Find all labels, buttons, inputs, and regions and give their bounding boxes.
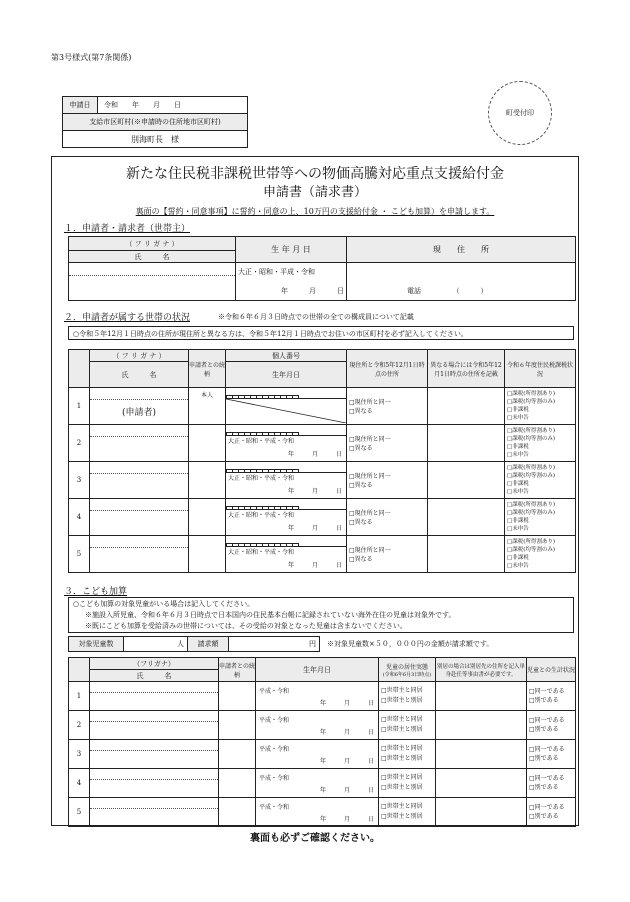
tax-status-field [505, 499, 576, 536]
household-ymd: 年 月 日 [287, 562, 342, 569]
member-name-field[interactable] [90, 499, 189, 536]
applicant-furigana-header: （ フ リ ガ ナ ） [69, 237, 236, 251]
amount-label: 請求額 [188, 637, 229, 652]
child-livelihood-field [527, 740, 576, 769]
child-birth-field[interactable] [256, 769, 379, 798]
household-row [69, 536, 576, 573]
same-livelihood-option[interactable]: □同一である [529, 804, 565, 811]
row-number: 5 [69, 536, 90, 573]
address-status-field[interactable] [347, 499, 428, 536]
child-relation-field[interactable] [219, 798, 256, 827]
relation-self: 本人 [200, 392, 213, 399]
child-ymd: 年 月 日 [319, 757, 374, 765]
applicant-era-options: 大正・昭和・平成・令和 [238, 268, 315, 276]
member-birth-field[interactable] [226, 388, 347, 425]
personal-number-boxes [226, 388, 346, 399]
child-livelihood-header: 児童との生計状況 [527, 658, 576, 682]
tax-status-option[interactable]: □課税(所得割あり) [507, 502, 555, 508]
lives-with-head-option[interactable]: □世帯主と同居 [381, 745, 423, 752]
member-relation-field[interactable] [189, 499, 226, 536]
reception-stamp-circle [488, 81, 552, 145]
application-date-field[interactable]: 令和 年 月 日 [98, 97, 248, 114]
child-relation-field[interactable] [219, 769, 256, 798]
child-table [68, 657, 576, 827]
application-header-box [62, 96, 248, 148]
child-row [69, 682, 576, 711]
applicant-name-header: 氏 名 [69, 251, 236, 263]
tax-status-option[interactable]: □非課税 [507, 444, 529, 450]
applicant-address-header: 現 住 所 [347, 237, 576, 263]
child-count-unit: 人 [177, 640, 184, 648]
child-ymd: 年 月 日 [319, 728, 374, 736]
separate-livelihood-option[interactable]: □別である [529, 697, 559, 704]
same-livelihood-option[interactable]: □同一である [529, 688, 565, 695]
personal-number-boxes [226, 462, 346, 473]
tax-status-option[interactable]: □非課税 [507, 407, 529, 413]
member-relation-field[interactable] [189, 462, 226, 499]
child-ymd: 年 月 日 [319, 786, 374, 794]
tax-status-field [505, 462, 576, 499]
personal-number-boxes [226, 536, 346, 547]
section2-instruction: ○令和５年12月１日時点の住所が現住所と異なる方は、令和５年12月１日時点でお住いの市区町村を必ず記入してください。 [68, 326, 574, 340]
child-name-field[interactable] [90, 682, 219, 711]
member-birth-field[interactable] [226, 499, 347, 536]
tax-status-option[interactable]: □未申告 [507, 563, 529, 569]
household-row [69, 388, 576, 425]
child-relation-header: 申請者との続柄 [219, 658, 256, 682]
row-number: 3 [69, 740, 90, 769]
child-furigana-header: （フリガナ） [90, 658, 219, 670]
footer-note: 裏面も必ずご確認ください。 [250, 833, 380, 844]
child-furigana-field[interactable] [90, 711, 218, 722]
application-date-label: 申請日 [63, 97, 98, 114]
child-row [69, 711, 576, 740]
addressee: 別海町長 様 [63, 131, 248, 148]
child-residence-field [379, 740, 436, 769]
child-era-options: 平成・令和 [259, 803, 290, 811]
child-row [69, 769, 576, 798]
applicant-table [68, 236, 576, 301]
tax-status-option[interactable]: □未申告 [507, 415, 529, 421]
member-furigana-field[interactable] [90, 425, 188, 437]
child-name-field[interactable] [90, 711, 219, 740]
lives-with-head-option[interactable]: □世帯主と同居 [381, 774, 423, 781]
form-title: 新たな住民税非課税世帯等への物価高騰対応重点支援給付金 [126, 166, 504, 182]
address-status-field[interactable] [347, 536, 428, 573]
row-number: 2 [69, 711, 90, 740]
child-livelihood-field [527, 769, 576, 798]
row-number: 4 [69, 769, 90, 798]
section1-heading: １．申請者・請求者（世帯主） [64, 224, 191, 234]
tax-status-option[interactable]: □非課税 [507, 481, 529, 487]
municipality-label: 支給市区町村(※申請時の住所地市区町村) [63, 114, 248, 131]
child-era-options: 平成・令和 [259, 745, 290, 753]
member-relation-field[interactable] [189, 425, 226, 462]
amount-field[interactable] [229, 637, 320, 652]
previous-address-field[interactable] [428, 425, 505, 462]
child-row [69, 798, 576, 827]
child-birth-field[interactable] [256, 682, 379, 711]
different-address-option[interactable]: □異なる [349, 482, 373, 489]
row-number: 5 [69, 798, 90, 827]
amount-note: ※対象児童数×５０，０００円の金額が請求額です。 [327, 640, 494, 648]
previous-address-field[interactable] [428, 462, 505, 499]
applicant-phone: 電話 （ ） [407, 287, 488, 295]
tax-status-option[interactable]: □課税(均等割のみ) [507, 473, 555, 479]
reception-stamp-label: 町受付印 [506, 109, 534, 117]
child-furigana-field[interactable] [90, 769, 218, 780]
lives-with-head-option[interactable]: □世帯主と同居 [381, 716, 423, 723]
same-address-option[interactable]: □現住所と同一 [349, 510, 391, 517]
member-name-field[interactable] [90, 388, 189, 425]
child-name-field[interactable] [90, 769, 219, 798]
child-residence-field [379, 769, 436, 798]
household-era-options: 大正・昭和・平成・令和 [228, 475, 295, 482]
household-relation-header: 申請者との続柄 [189, 350, 226, 388]
row-number: 4 [69, 499, 90, 536]
same-address-option[interactable]: □現住所と同一 [349, 399, 391, 406]
separate-livelihood-option[interactable]: □別である [529, 755, 559, 762]
child-residence-header [379, 658, 436, 682]
member-relation-field[interactable] [189, 388, 226, 425]
child-ymd: 年 月 日 [319, 699, 374, 707]
section2-heading: ２．申請者が属する世帯の状況 [64, 313, 191, 323]
member-name-field[interactable] [90, 536, 189, 573]
applicant-furigana-field[interactable] [69, 263, 235, 276]
child-separate-address-field[interactable] [436, 798, 527, 827]
separate-livelihood-option[interactable]: □別である [529, 784, 559, 791]
member-birth-field[interactable] [226, 536, 347, 573]
tax-status-option[interactable]: □課税(均等割のみ) [507, 436, 555, 442]
household-ymd: 年 月 日 [287, 451, 342, 458]
child-name-field[interactable] [90, 798, 219, 827]
tax-status-option[interactable]: □課税(所得割あり) [507, 428, 555, 434]
tax-status-option[interactable]: □非課税 [507, 555, 529, 561]
section3-note2: ※施設入所児童、令和６年６月３日時点で日本国内の住民基本台帳に記録されていない海外在住の児童は対象外です。 [85, 611, 456, 619]
child-era-options: 平成・令和 [259, 716, 290, 724]
application-instruction: 裏面の【誓約・同意事項】に誓約・同意の上、10万円の支援給付金 ・ こども加算）を申請します。 [135, 207, 495, 216]
child-count-table [68, 636, 320, 652]
household-ymd: 年 月 日 [287, 488, 342, 495]
household-personal-no-header: 個人番号 [226, 350, 347, 362]
household-ymd: 年 月 日 [287, 525, 342, 532]
same-address-option[interactable]: □現住所と同一 [349, 547, 391, 554]
child-furigana-field[interactable] [90, 740, 218, 751]
child-residence-sub: (令和6年6月3日時点) [382, 671, 432, 678]
household-address-header: 現住所と令和5年12月1日時点の住所 [347, 350, 428, 388]
child-livelihood-field [527, 711, 576, 740]
child-ymd: 年 月 日 [319, 815, 374, 823]
applicant-name-field[interactable] [69, 263, 236, 301]
child-relation-field[interactable] [219, 682, 256, 711]
household-name-header: 氏 名 [90, 362, 189, 388]
child-name-header: 氏 名 [90, 670, 219, 682]
tax-status-field [505, 536, 576, 573]
applicant-birth-field[interactable] [236, 263, 347, 301]
lives-apart-option[interactable]: □世帯主と別居 [381, 813, 423, 820]
different-address-option[interactable]: □異なる [349, 408, 373, 415]
address-status-field[interactable] [347, 462, 428, 499]
lives-apart-option[interactable]: □世帯主と別居 [381, 697, 423, 704]
household-birth-header: 生年月日 [226, 362, 347, 388]
tax-status-option[interactable]: □未申告 [507, 489, 529, 495]
household-diff-header: 異なる場合には令和5年12月1日時点の住所を記載 [428, 350, 505, 388]
same-livelihood-option[interactable]: □同一である [529, 775, 565, 782]
section3-note3: ※既にこども加算を受給済みの世帯については、その受給の対象となった児童は含まないでください。 [85, 622, 407, 630]
form-number: 第3号様式(第7条関係) [51, 53, 132, 62]
tax-status-field [505, 425, 576, 462]
lives-apart-option[interactable]: □世帯主と別居 [381, 755, 423, 762]
separate-livelihood-option[interactable]: □別である [529, 813, 559, 820]
tax-status-option[interactable]: □課税(均等割のみ) [507, 399, 555, 405]
child-birth-header: 生年月日 [256, 658, 379, 682]
child-separate-address-field[interactable] [436, 682, 527, 711]
child-birth-field[interactable] [256, 711, 379, 740]
child-separate-address-field[interactable] [436, 769, 527, 798]
child-era-options: 平成・令和 [259, 687, 290, 695]
different-address-option[interactable]: □異なる [349, 556, 373, 563]
section3-notes [68, 597, 574, 633]
same-address-option[interactable]: □現住所と同一 [349, 473, 391, 480]
household-row [69, 462, 576, 499]
member-birth-field[interactable] [226, 462, 347, 499]
child-livelihood-field [527, 682, 576, 711]
separate-livelihood-option[interactable]: □別である [529, 726, 559, 733]
child-residence-title: 児童の居住実態 [385, 663, 428, 671]
crossed-line [226, 399, 346, 423]
birth-crossed [226, 399, 346, 423]
member-furigana-field[interactable] [90, 462, 188, 474]
tax-status-field [505, 388, 576, 425]
personal-number-boxes [226, 425, 346, 436]
member-furigana-field[interactable] [90, 536, 188, 548]
applicant-marker: (申請者) [121, 408, 157, 418]
tax-status-option[interactable]: □非課税 [507, 518, 529, 524]
address-status-field[interactable] [347, 388, 428, 425]
child-count-label: 対象児童数 [69, 637, 124, 652]
household-row [69, 425, 576, 462]
applicant-ymd: 年 月 日 [281, 287, 344, 295]
child-separate-address-field[interactable] [436, 711, 527, 740]
tax-status-option[interactable]: □課税(所得割あり) [507, 465, 555, 471]
previous-address-field[interactable] [428, 388, 505, 425]
row-number: 2 [69, 425, 90, 462]
row-number: 3 [69, 462, 90, 499]
child-separate-header: 別居の場合は別居先の住所を記入単身赴任等事由書が必要です。 [436, 658, 527, 682]
tax-status-option[interactable]: □未申告 [507, 526, 529, 532]
member-birth-field[interactable] [226, 425, 347, 462]
household-table [68, 349, 576, 573]
member-relation-field[interactable] [189, 536, 226, 573]
child-birth-field[interactable] [256, 798, 379, 827]
child-separate-address-field[interactable] [436, 740, 527, 769]
member-name-field[interactable] [90, 425, 189, 462]
household-row [69, 499, 576, 536]
child-livelihood-field [527, 798, 576, 827]
household-era-options: 大正・昭和・平成・令和 [228, 438, 295, 445]
different-address-option[interactable]: □異なる [349, 519, 373, 526]
child-furigana-field[interactable] [90, 682, 218, 693]
same-address-option[interactable]: □現住所と同一 [349, 436, 391, 443]
household-tax-header: 令和６年度住民税課税状況 [505, 350, 576, 388]
address-status-field[interactable] [347, 425, 428, 462]
section3-note1: ○こども加算の対象児童がいる場合は記入してください。 [73, 600, 255, 608]
tax-status-option[interactable]: □課税(均等割のみ) [507, 510, 555, 516]
child-relation-field[interactable] [219, 740, 256, 769]
member-furigana-field[interactable] [90, 388, 188, 400]
child-row [69, 740, 576, 769]
same-livelihood-option[interactable]: □同一である [529, 746, 565, 753]
lives-apart-option[interactable]: □世帯主と別居 [381, 784, 423, 791]
lives-apart-option[interactable]: □世帯主と別居 [381, 726, 423, 733]
child-furigana-field[interactable] [90, 798, 218, 809]
tax-status-option[interactable]: □課税(所得割あり) [507, 391, 555, 397]
tax-status-option[interactable]: □未申告 [507, 452, 529, 458]
child-residence-field [379, 798, 436, 827]
form-subtitle: 申請書（請求書） [262, 185, 367, 200]
previous-address-field[interactable] [428, 499, 505, 536]
row-number: 1 [69, 388, 90, 425]
section2-note: ※令和６年６月３日時点での世帯の全ての構成員について記載 [218, 313, 414, 321]
member-name-field[interactable] [90, 462, 189, 499]
section3-heading: ３．こども加算 [64, 587, 128, 597]
lives-with-head-option[interactable]: □世帯主と同居 [381, 803, 423, 810]
tax-status-option[interactable]: □課税(所得割あり) [507, 539, 555, 545]
household-furigana-header: （ フ リ ガ ナ ） [90, 350, 189, 362]
child-residence-field [379, 682, 436, 711]
lives-with-head-option[interactable]: □世帯主と同居 [381, 687, 423, 694]
different-address-option[interactable]: □異なる [349, 445, 373, 452]
applicant-address-field[interactable] [347, 263, 576, 301]
child-name-field[interactable] [90, 740, 219, 769]
household-era-options: 大正・昭和・平成・令和 [228, 549, 295, 556]
previous-address-field[interactable] [428, 536, 505, 573]
child-count-field[interactable] [124, 637, 188, 652]
amount-unit: 円 [309, 640, 316, 648]
applicant-birth-header: 生 年 月 日 [236, 237, 347, 263]
child-residence-field [379, 711, 436, 740]
child-era-options: 平成・令和 [259, 774, 290, 782]
tax-status-option[interactable]: □課税(均等割のみ) [507, 547, 555, 553]
household-era-options: 大正・昭和・平成・令和 [228, 512, 295, 519]
child-relation-field[interactable] [219, 711, 256, 740]
row-number: 1 [69, 682, 90, 711]
same-livelihood-option[interactable]: □同一である [529, 717, 565, 724]
personal-number-boxes [226, 499, 346, 510]
child-birth-field[interactable] [256, 740, 379, 769]
member-furigana-field[interactable] [90, 499, 188, 511]
